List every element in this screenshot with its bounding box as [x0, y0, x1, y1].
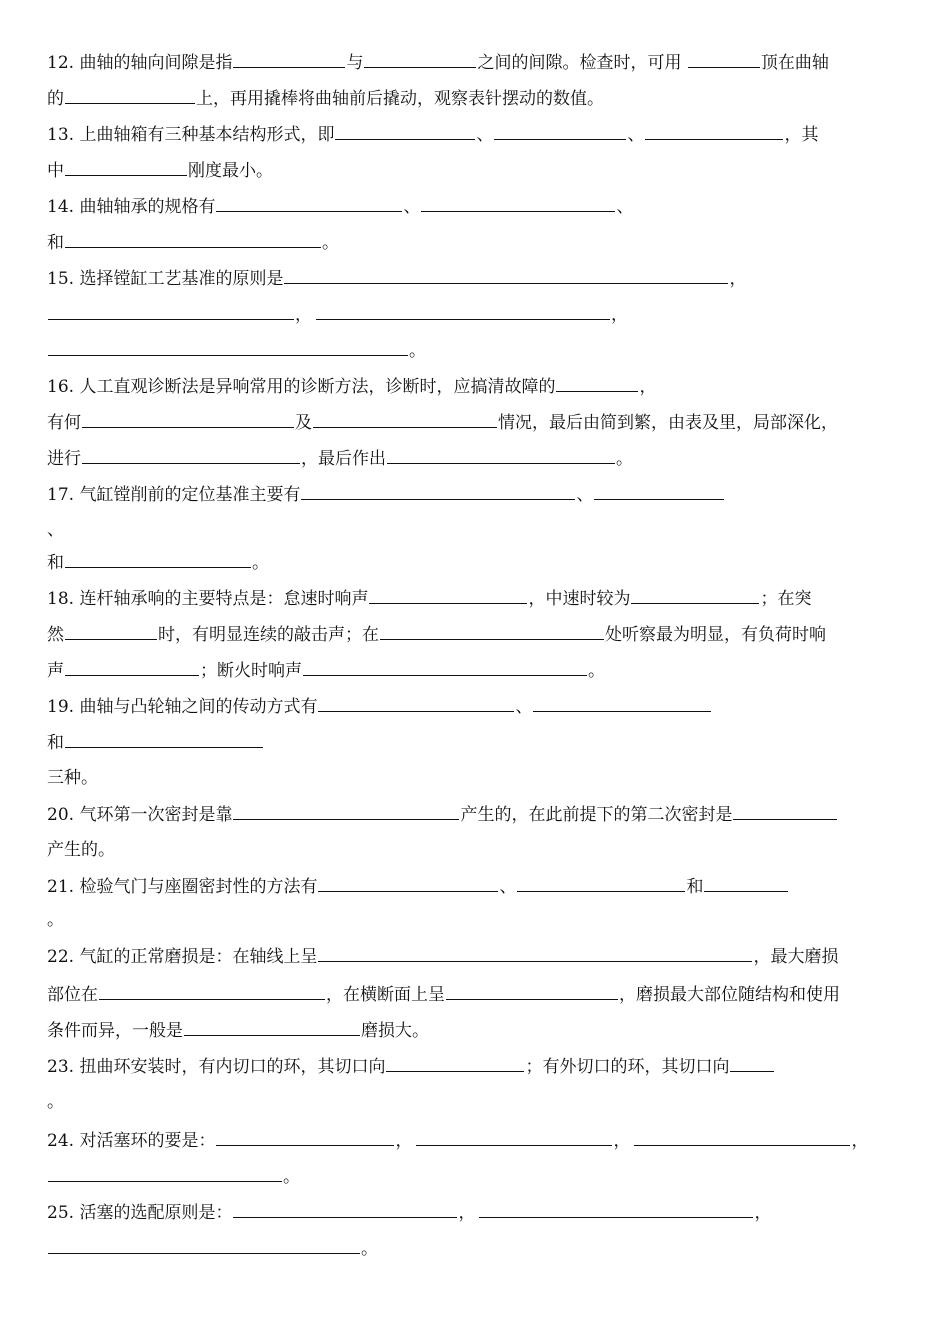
answer-blank[interactable] — [48, 1236, 360, 1254]
answer-blank[interactable] — [65, 622, 157, 640]
question-text: 和 — [47, 233, 64, 253]
question-text: 处听察最为明显，有负荷时响 — [605, 625, 826, 645]
question-text: 时，有明显连续的敲击声；在 — [158, 625, 379, 645]
question-text: 顶在曲轴 — [760, 53, 829, 73]
question-text: 气环第一次密封是靠 — [79, 805, 233, 825]
answer-blank[interactable] — [730, 1054, 774, 1072]
question-text: 刚度最小。 — [188, 161, 273, 181]
question-number: 23. — [47, 1057, 75, 1077]
answer-blank[interactable] — [301, 482, 575, 500]
answer-blank[interactable] — [233, 50, 345, 68]
question-23-line-2 — [47, 1090, 64, 1114]
question-text: 部位在 — [47, 985, 98, 1005]
question-number: 22. — [47, 947, 75, 967]
question-text: 上曲轴箱有三种基本结构形式，即 — [79, 125, 335, 145]
question-number: 24. — [47, 1131, 75, 1151]
question-text: 进行 — [47, 449, 81, 469]
answer-blank[interactable] — [48, 1164, 282, 1182]
question-text: 产生的。 — [47, 840, 115, 860]
question-text: 活塞的选配原则是： — [79, 1203, 233, 1223]
question-number: 20. — [47, 805, 75, 825]
question-number: 16. — [47, 377, 75, 397]
answer-blank[interactable] — [387, 446, 615, 464]
question-12-line-2 — [47, 86, 604, 110]
answer-blank[interactable] — [645, 122, 783, 140]
answer-blank[interactable] — [65, 658, 199, 676]
question-number: 19. — [47, 697, 75, 717]
answer-blank[interactable] — [48, 338, 408, 356]
question-13-line-2 — [47, 158, 273, 182]
question-text: ，在横断面上呈 — [326, 985, 445, 1005]
question-text: ，最后作出 — [301, 449, 386, 469]
question-text: 有何 — [47, 413, 81, 433]
separator: 、 — [616, 197, 634, 217]
answer-blank[interactable] — [386, 1054, 524, 1072]
question-22-line-3 — [47, 1018, 429, 1042]
separator: 、 — [627, 125, 645, 145]
answer-blank[interactable] — [733, 802, 837, 820]
answer-blank[interactable] — [316, 302, 610, 320]
punctuation: 。 — [283, 1167, 300, 1187]
question-text: ；在突 — [760, 589, 812, 609]
question-text: 人工直观诊断法是异响常用的诊断方法，诊断时，应搞清故障的 — [79, 377, 556, 397]
question-25-line-2 — [47, 1236, 378, 1260]
answer-blank[interactable] — [380, 622, 604, 640]
answer-blank[interactable] — [233, 802, 459, 820]
question-text: 及 — [295, 413, 312, 433]
answer-blank[interactable] — [446, 982, 618, 1000]
question-text: 中 — [47, 161, 64, 181]
question-text: 条件而异，一般是 — [47, 1021, 183, 1041]
punctuation: ， — [395, 1131, 413, 1151]
question-text: 情况，最后由简到繁，由表及里，局部深化， — [498, 413, 838, 433]
answer-blank[interactable] — [65, 550, 251, 568]
question-text: 之间的间隙。检查时，可用 — [477, 53, 682, 73]
question-19-line-2 — [47, 730, 264, 754]
answer-blank[interactable] — [65, 86, 195, 104]
question-text: 曲轴的轴向间隙是指 — [79, 53, 233, 73]
separator: 、 — [499, 877, 517, 897]
question-text: 曲轴轴承的规格有 — [79, 197, 216, 217]
question-15-line-3 — [47, 338, 426, 362]
punctuation: ， — [611, 305, 628, 325]
question-text: 然 — [47, 625, 64, 645]
question-number: 17. — [47, 485, 75, 505]
answer-blank[interactable] — [216, 1128, 394, 1146]
punctuation: 。 — [361, 1239, 378, 1259]
question-number: 18. — [47, 589, 75, 609]
question-14-line-1 — [47, 194, 633, 218]
separator: 、 — [576, 485, 594, 505]
question-text: 上，再用撬棒将曲轴前后撬动，观察表针摆动的数值。 — [196, 89, 604, 109]
answer-blank[interactable] — [184, 1018, 360, 1036]
question-22-line-1 — [47, 944, 838, 968]
question-text: ，中速时较为 — [528, 589, 631, 609]
punctuation: 。 — [47, 910, 64, 930]
answer-blank[interactable] — [517, 874, 685, 892]
answer-blank[interactable] — [631, 586, 759, 604]
question-14-line-2 — [47, 230, 339, 254]
question-number: 15. — [47, 269, 75, 289]
answer-blank[interactable] — [233, 1200, 457, 1218]
question-12-line-1 — [47, 50, 829, 74]
answer-blank[interactable] — [364, 50, 476, 68]
question-text: ；断火时响声 — [200, 661, 302, 681]
separator: 、 — [403, 197, 421, 217]
question-18-line-3 — [47, 658, 605, 682]
punctuation: 。 — [409, 341, 426, 361]
answer-blank[interactable] — [318, 694, 514, 712]
punctuation: ， — [851, 1131, 869, 1151]
answer-blank[interactable] — [82, 410, 294, 428]
question-17-line-2 — [47, 518, 64, 542]
answer-blank[interactable] — [65, 158, 187, 176]
punctuation: ， — [295, 305, 312, 325]
answer-blank[interactable] — [479, 1200, 753, 1218]
question-text: ，其 — [784, 125, 819, 145]
question-text: 扭曲环安装时，有内切口的环，其切口向 — [79, 1057, 386, 1077]
question-text: 曲轴与凸轮轴之间的传动方式有 — [79, 697, 318, 717]
punctuation: 。 — [616, 449, 633, 469]
answer-blank[interactable] — [318, 874, 498, 892]
answer-blank[interactable] — [318, 944, 752, 962]
question-text: 与 — [346, 53, 364, 73]
question-number: 13. — [47, 125, 75, 145]
question-text: 声 — [47, 661, 64, 681]
answer-blank[interactable] — [416, 1128, 612, 1146]
answer-blank[interactable] — [704, 874, 788, 892]
question-20-line-2 — [47, 838, 115, 862]
question-25-line-1 — [47, 1200, 771, 1224]
answer-blank[interactable] — [594, 482, 724, 500]
question-text: ，磨损最大部位随结构和使用 — [619, 985, 840, 1005]
question-text: ，最大磨损 — [753, 947, 839, 967]
punctuation: 。 — [322, 233, 339, 253]
answer-blank[interactable] — [556, 374, 638, 392]
question-24-line-1 — [47, 1128, 868, 1152]
question-15-line-1 — [47, 266, 746, 290]
answer-blank[interactable] — [421, 194, 615, 212]
answer-blank[interactable] — [313, 410, 497, 428]
question-21-line-2 — [47, 908, 64, 932]
question-20-line-1 — [47, 802, 838, 826]
answer-blank[interactable] — [494, 122, 626, 140]
punctuation: ， — [613, 1131, 631, 1151]
question-15-line-2 — [47, 302, 628, 326]
punctuation: 。 — [47, 1092, 64, 1112]
question-22-line-2 — [47, 982, 840, 1006]
question-text: 和 — [47, 733, 64, 753]
punctuation: 。 — [252, 553, 269, 573]
punctuation: ， — [458, 1203, 476, 1223]
question-text: 的 — [47, 89, 64, 109]
question-17-line-1 — [47, 482, 725, 506]
answer-blank[interactable] — [48, 302, 294, 320]
answer-blank[interactable] — [99, 982, 325, 1000]
question-text: ；有外切口的环，其切口向 — [525, 1057, 730, 1077]
answer-blank[interactable] — [688, 50, 760, 68]
answer-blank[interactable] — [65, 230, 321, 248]
separator: 、 — [515, 697, 533, 717]
answer-blank[interactable] — [216, 194, 402, 212]
question-text: 气缸的正常磨损是：在轴线上呈 — [79, 947, 318, 967]
question-text: 三种。 — [47, 768, 98, 788]
question-number: 12. — [47, 53, 75, 73]
answer-blank[interactable] — [65, 730, 263, 748]
question-text: 和 — [47, 553, 64, 573]
question-text: 气缸镗削前的定位基准主要有 — [79, 485, 301, 505]
punctuation: ， — [729, 269, 747, 289]
question-21-line-1 — [47, 874, 789, 898]
answer-blank[interactable] — [634, 1128, 850, 1146]
question-16-line-1 — [47, 374, 656, 398]
question-18-line-1 — [47, 586, 811, 610]
question-text: 和 — [686, 877, 704, 897]
answer-blank[interactable] — [533, 694, 711, 712]
question-19-line-3 — [47, 766, 98, 790]
question-17-line-3 — [47, 550, 269, 574]
answer-blank[interactable] — [82, 446, 300, 464]
punctuation: ， — [639, 377, 657, 397]
question-text: 选择镗缸工艺基准的原则是 — [79, 269, 284, 289]
question-13-line-1 — [47, 122, 818, 146]
question-19-line-1 — [47, 694, 712, 718]
question-16-line-3 — [47, 446, 633, 470]
punctuation: 。 — [588, 661, 605, 681]
answer-blank[interactable] — [335, 122, 475, 140]
question-text: 磨损大。 — [361, 1021, 429, 1041]
answer-blank[interactable] — [369, 586, 527, 604]
question-text: 对活塞环的要是： — [79, 1131, 216, 1151]
answer-blank[interactable] — [284, 266, 728, 284]
question-18-line-2 — [47, 622, 826, 646]
question-24-line-2 — [47, 1164, 300, 1188]
question-number: 25. — [47, 1203, 75, 1223]
separator: 、 — [476, 125, 494, 145]
question-16-line-2 — [47, 410, 838, 434]
question-number: 21. — [47, 877, 75, 897]
punctuation: ， — [754, 1203, 772, 1223]
question-23-line-1 — [47, 1054, 775, 1078]
question-text: 产生的，在此前提下的第二次密封是 — [460, 805, 733, 825]
question-number: 14. — [47, 197, 75, 217]
separator: 、 — [47, 520, 64, 540]
question-text: 连杆轴承响的主要特点是：怠速时响声 — [79, 589, 369, 609]
answer-blank[interactable] — [303, 658, 587, 676]
question-text: 检验气门与座圈密封性的方法有 — [79, 877, 318, 897]
